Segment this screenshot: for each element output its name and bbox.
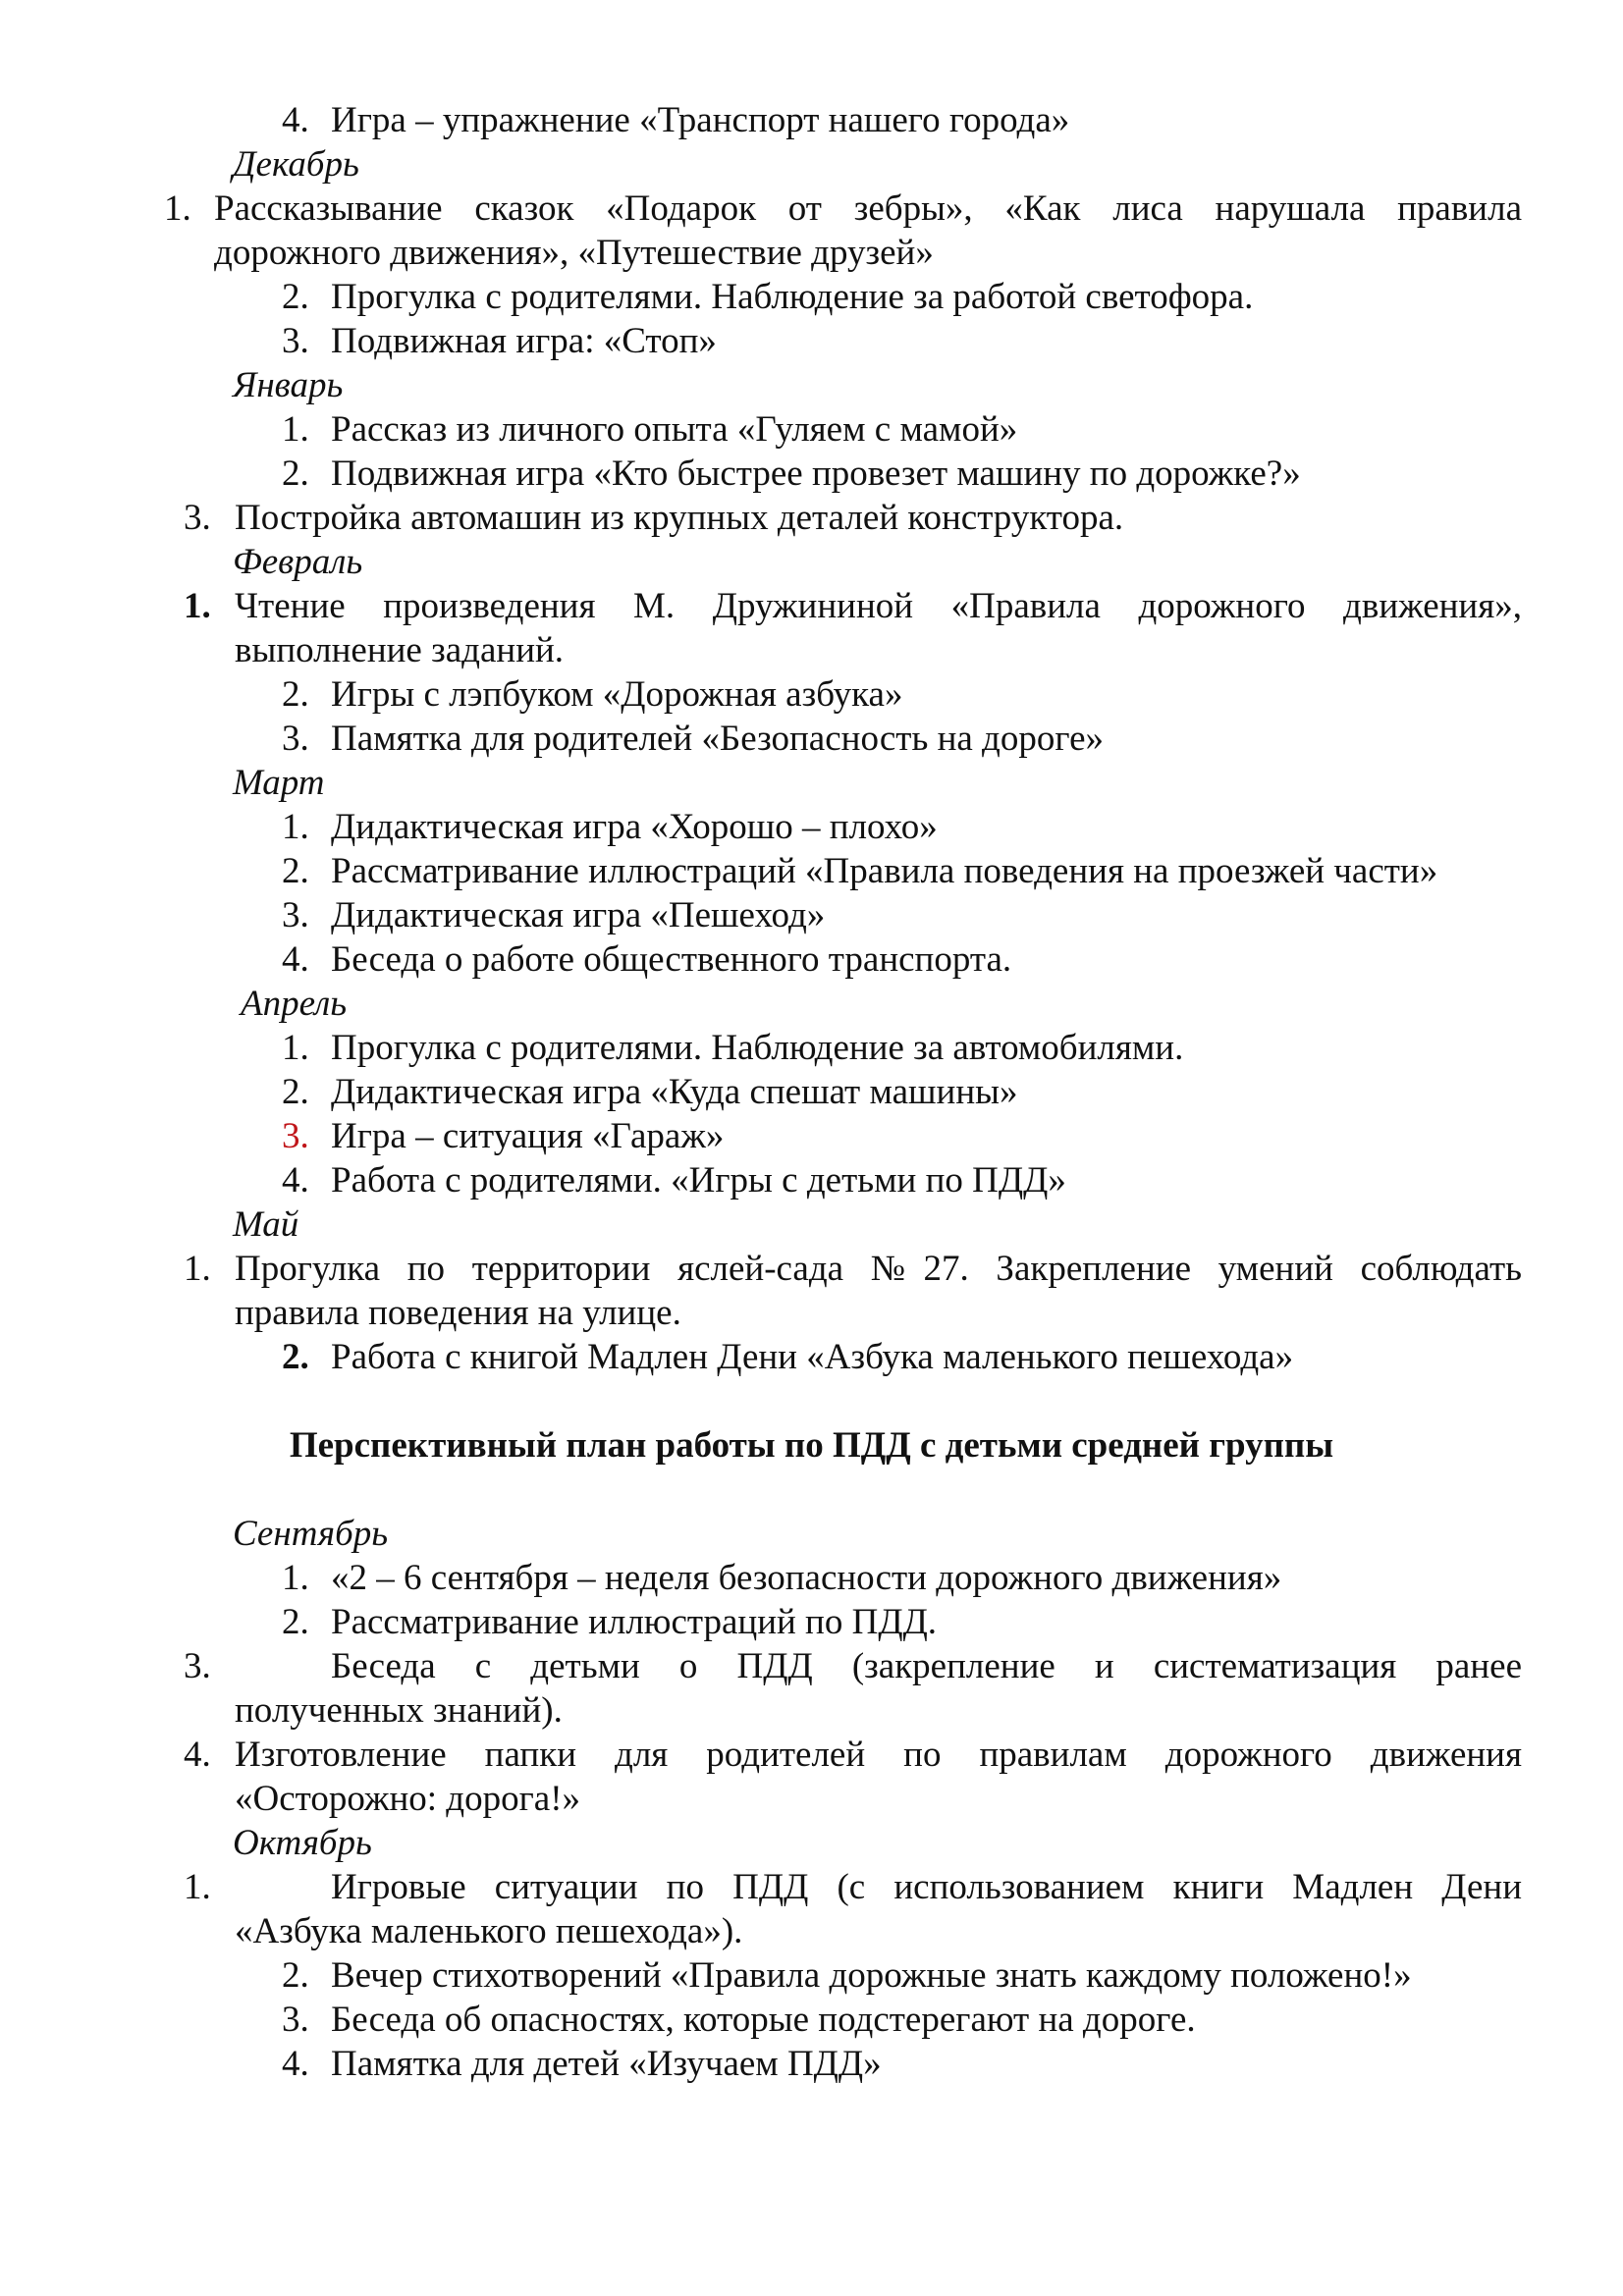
item-number: 2. <box>282 851 309 891</box>
item-text: Игра – упражнение «Транспорт нашего города» <box>331 100 1070 140</box>
item-number: 1. <box>282 1558 309 1598</box>
month-heading-april: Апрель <box>241 984 348 1024</box>
item-text: Рассказ из личного опыта «Гуляем с мамой» <box>331 409 1018 450</box>
list-item <box>282 893 825 937</box>
item-number: 4. <box>282 100 309 140</box>
item-text: Памятка для родителей «Безопасность на дороге» <box>331 719 1104 759</box>
item-number: 1. <box>282 807 309 847</box>
item-number: 4. <box>282 2044 309 2084</box>
item-text: Дидактическая игра «Куда спешат машины» <box>331 1072 1018 1112</box>
item-text: Рассматривание иллюстраций по ПДД. <box>331 1602 938 1642</box>
list-item <box>282 849 1437 893</box>
item-number: 3. <box>282 2000 309 2040</box>
item-number: 3. <box>282 321 309 361</box>
item-text: Постройка автомашин из крупных деталей конструктора. <box>235 498 1124 538</box>
item-text: Прогулка с родителями. Наблюдение за автомобилями. <box>331 1028 1184 1068</box>
list-item <box>282 1998 1196 2042</box>
month-heading-october: Октябрь <box>233 1823 372 1863</box>
item-number: 1. <box>282 409 309 450</box>
item-text-continued: правила поведения на улице. <box>235 1293 681 1333</box>
item-number: 3. <box>282 719 309 759</box>
item-text-continued: дорожного движения», «Путешествие друзей» <box>214 233 934 273</box>
list-item <box>184 496 1123 540</box>
list-item <box>282 1953 1412 1998</box>
item-number: 2. <box>282 1337 309 1377</box>
item-number: 2. <box>282 674 309 715</box>
item-number: 1. <box>184 1867 211 1907</box>
month-heading-september: Сентябрь <box>233 1514 389 1554</box>
list-item <box>282 805 938 849</box>
list-item <box>282 275 1253 319</box>
item-number: 2. <box>282 1072 309 1112</box>
item-text: Вечер стихотворений «Правила дорожные знать каждому положено!» <box>331 1955 1412 1996</box>
list-item <box>282 98 1069 142</box>
month-heading-january: Январь <box>233 365 344 405</box>
item-number: 4. <box>282 939 309 980</box>
list-item <box>282 2042 882 2086</box>
item-number: 2. <box>282 454 309 494</box>
list-item <box>282 1114 724 1158</box>
item-text-continued: полученных знаний). <box>235 1690 563 1731</box>
item-number: 4. <box>282 1160 309 1201</box>
item-number: 1. <box>184 1249 211 1289</box>
item-text: «2 – 6 сентября – неделя безопасности дорожного движения» <box>331 1558 1282 1598</box>
item-text: Чтение произведения М. Дружининой «Правила дорожного движения», <box>235 586 1522 626</box>
item-text: Беседа о работе общественного транспорта. <box>331 939 1012 980</box>
item-text: Рассказывание сказок «Подарок от зебры», «Как лиса нарушала правила <box>214 188 1522 229</box>
item-number: 3. <box>184 498 211 538</box>
item-text: Изготовление папки для родителей по правилам дорожного движения <box>235 1735 1522 1775</box>
list-item <box>282 1158 1066 1202</box>
item-text-continued: «Азбука маленького пешехода»). <box>235 1911 743 1951</box>
item-text: Дидактическая игра «Пешеход» <box>331 895 826 935</box>
item-text: Прогулка по территории яслей-сада №27. Закрепление умений соблюдать <box>235 1249 1522 1289</box>
item-text: Прогулка с родителями. Наблюдение за работой светофора. <box>331 277 1254 317</box>
month-heading-march: Март <box>233 763 325 803</box>
month-heading-february: Февраль <box>233 542 363 582</box>
section-heading: Перспективный план работы по ПДД с детьми средней группы <box>289 1425 1334 1466</box>
item-number: 1. <box>282 1028 309 1068</box>
list-item <box>282 937 1011 982</box>
item-number: 1. <box>184 586 211 626</box>
list-item <box>282 1026 1183 1070</box>
month-heading-may: Май <box>233 1204 299 1245</box>
item-number: 2. <box>282 1602 309 1642</box>
list-item <box>282 1070 1018 1114</box>
list-item <box>282 1335 1293 1379</box>
list-item <box>282 407 1017 452</box>
month-heading-december: Декабрь <box>233 144 359 185</box>
item-number: 3. <box>184 1646 211 1686</box>
item-text-continued: выполнение заданий. <box>235 630 565 670</box>
list-item <box>282 717 1104 761</box>
item-number: 3. <box>282 895 309 935</box>
item-number-highlighted: 3. <box>282 1116 309 1156</box>
item-text: Памятка для детей «Изучаем ПДД» <box>331 2044 882 2084</box>
item-text-continued: «Осторожно: дорога!» <box>235 1779 581 1819</box>
list-item <box>282 672 902 717</box>
item-text: Игры с лэпбуком «Дорожная азбука» <box>331 674 903 715</box>
item-text: Дидактическая игра «Хорошо – плохо» <box>331 807 938 847</box>
item-text: Игра – ситуация «Гараж» <box>331 1116 725 1156</box>
item-number: 4. <box>184 1735 211 1775</box>
item-text: Игровые ситуации по ПДД (с использованием книги Мадлен Дени <box>331 1867 1522 1907</box>
list-item <box>282 452 1301 496</box>
item-text: Подвижная игра «Кто быстрее провезет машину по дорожке?» <box>331 454 1301 494</box>
item-text: Работа с книгой Мадлен Дени «Азбука маленького пешехода» <box>331 1337 1294 1377</box>
item-text: Работа с родителями. «Игры с детьми по ПДД» <box>331 1160 1066 1201</box>
item-text: Подвижная игра: «Стоп» <box>331 321 717 361</box>
item-text: Рассматривание иллюстраций «Правила поведения на проезжей части» <box>331 851 1438 891</box>
list-item <box>282 319 717 363</box>
item-number: 1. <box>164 188 191 229</box>
item-number: 2. <box>282 277 309 317</box>
item-number: 2. <box>282 1955 309 1996</box>
list-item <box>282 1600 937 1644</box>
item-text: Беседа об опасностях, которые подстерегают на дороге. <box>331 2000 1196 2040</box>
list-item <box>282 1556 1281 1600</box>
item-text: Беседа с детьми о ПДД (закрепление и систематизация ранее <box>331 1646 1522 1686</box>
